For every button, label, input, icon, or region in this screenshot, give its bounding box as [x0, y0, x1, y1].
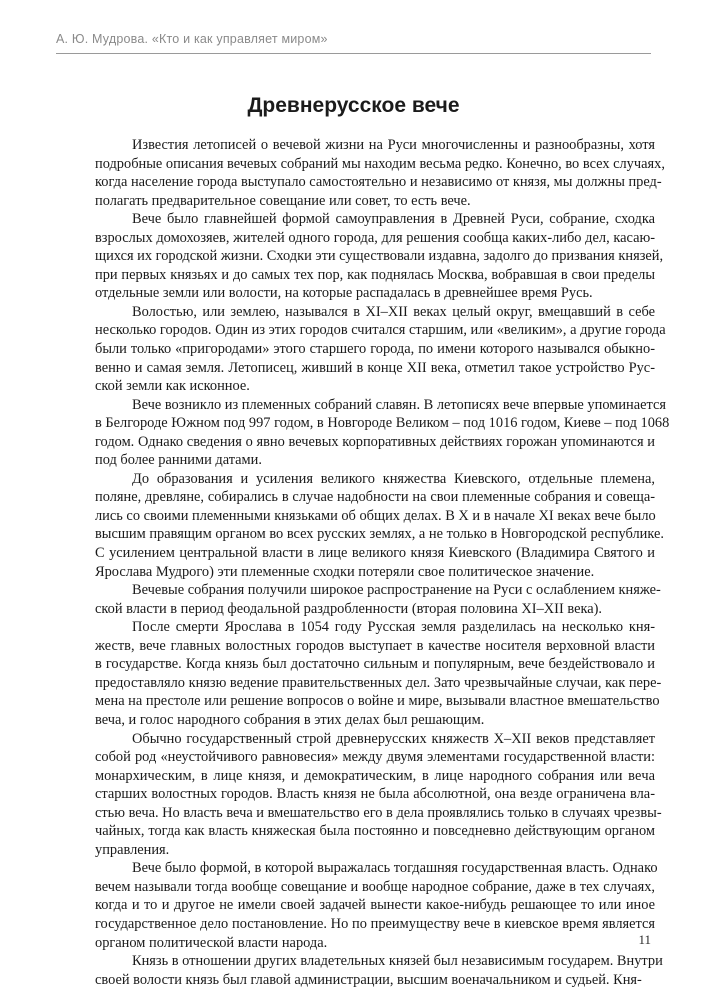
paragraph — [95, 470, 664, 581]
text-line: стью веча. Но власть веча и вмешательство его в дела проявлялись только в случаях чрезвы- — [95, 804, 662, 821]
text-line: ской власти в период феодальной раздробленности (вторая половина XI–XII века). — [95, 600, 603, 617]
header-rule — [56, 53, 651, 54]
text-line: мена на престоле или решение вопросов о войне и мире, вызывали властное вмешательство — [95, 693, 660, 710]
text-line: веча, и голос народного собрания в этих делах был решающим. — [95, 711, 485, 728]
text-line: вечем называли тогда вообще совещание и вообще народное собрание, даже в тех случаях, — [95, 878, 655, 895]
text-line: управления. — [95, 841, 170, 858]
text-line: поляне, древляне, собирались в случае надобности на свои племенные собрания и совеща- — [95, 489, 655, 506]
text-line: когда население города выступало самостоятельно и независимо от князя, мы должны пред- — [95, 174, 662, 191]
text-line: Вече возникло из племенных собраний славян. В летописях вече впервые упоминается — [132, 396, 666, 413]
text-line: под более ранними датами. — [95, 452, 262, 469]
paragraph — [95, 859, 658, 952]
text-line: Вече было формой, в которой выражалась тогдашняя государственная власть. Однако — [132, 860, 658, 877]
body-text — [95, 136, 670, 989]
text-line: жеств, вече главных волостных городов выступает в качестве носителя верховной власти — [95, 637, 655, 654]
text-line: при первых князьях и до самых тех пор, как поднялась Москва, вобравшая в свои пределы — [95, 266, 655, 283]
paragraph — [95, 618, 662, 729]
text-line: в государстве. Когда князь был достаточно сильным и популярным, вече бездействовало и — [95, 656, 655, 673]
text-line: До образования и усиления великого княжества Киевского, отдельные племена, — [132, 470, 655, 487]
text-line: лись со своими племенными князьками об общих делах. В X и в начале XI веках вече было — [95, 507, 656, 524]
text-line: предоставляло князю ведение правительственных дел. Зато чрезвычайные случаи, как пере- — [95, 674, 662, 691]
text-line: подробные описания вечевых собраний мы находим весьма редко. Конечно, во всех случаях, — [95, 155, 665, 172]
paragraph — [95, 396, 670, 470]
paragraph — [95, 581, 661, 618]
text-line: собой род «неустойчивого равновесия» между двумя элементами государственной власти: — [95, 749, 655, 766]
text-line: Обычно государственный строй древнерусских княжеств X–XII веков представляет — [132, 730, 655, 747]
text-line: Вече было главнейшей формой самоуправления в Древней Руси, собрание, сходка — [132, 211, 655, 228]
text-line: ской земли как исконное. — [95, 378, 250, 395]
paragraph — [95, 136, 665, 210]
text-line: отдельные земли или волости, на которые распадалась в древнейшее время Русь. — [95, 285, 593, 302]
chapter-title: Древнерусское вече — [247, 94, 460, 117]
text-line: старших волостных городов. Власть князя не была абсолютной, она везде ограничена вла- — [95, 786, 655, 803]
paragraph — [95, 303, 666, 396]
text-line: полагать предварительное совещание или совет, то есть вече. — [95, 192, 471, 209]
text-line: Князь в отношении других владетельных князей был независимым государем. Внутри — [132, 953, 663, 970]
text-line: государственное дело постановление. Но по преимуществу вече в киевское время является — [95, 915, 655, 932]
text-line: венно и самая земля. Летописец, живший в конце XII века, отметил такое устройство Рус- — [95, 359, 655, 376]
text-line: щихся их городской жизни. Сходки эти существовали издавна, задолго до призвания князей, — [95, 248, 664, 265]
paragraph — [95, 210, 664, 303]
text-line: чайных, тогда как власть княжеская была постоянно и повседневно действующим органом — [95, 823, 655, 840]
text-line: взрослых домохозяев, жителей одного города, для решения сообща каких-либо дел, касаю- — [95, 229, 655, 246]
text-line: Волостью, или землею, назывался в XI–XII веках целый округ, вмещавший в себе — [132, 303, 655, 320]
text-line: Ярослава Мудрого) эти племенные сходки потеряли свое политическое значение. — [95, 563, 595, 580]
running-head: А. Ю. Мудрова. «Кто и как управляет миром» — [56, 32, 328, 46]
text-line: несколько городов. Один из этих городов считался старшим, или «великим», а другие города — [95, 322, 666, 339]
paragraph — [95, 952, 663, 989]
text-line: своей волости князь был главой администрации, высшим военачальником и судьей. Кня- — [95, 971, 642, 988]
text-line: в Белгороде Южном под 997 годом, в Новгороде Великом – под 1016 годом, Киеве – под 1068 — [95, 415, 670, 432]
text-line: высшим правящим органом во всех русских землях, а не только в Новгородской республике. — [95, 526, 664, 543]
text-line: когда и то и другое не имели своей задачей вынести какое-нибудь решающее то или иное — [95, 897, 655, 914]
page-number: 11 — [638, 932, 651, 947]
text-line: годом. Однако сведения о явно вечевых корпоративных действиях горожан упоминаются и — [95, 433, 655, 450]
text-line: Известия летописей о вечевой жизни на Руси многочисленны и разнообразны, хотя — [132, 137, 655, 153]
text-line: были только «пригородами» этого старшего города, по имени которого назывался обыкно- — [95, 341, 655, 358]
text-line: После смерти Ярослава в 1054 году Русская земля разделилась на несколько кня- — [132, 619, 655, 636]
text-line: С усилением центральной власти в лице великого князя Киевского (Владимира Святого и — [95, 545, 655, 562]
text-line: органом политической власти народа. — [95, 934, 328, 951]
text-line: Вечевые собрания получили широкое распространение на Руси с ослаблением княже- — [132, 582, 661, 599]
text-line: монархическим, в лице князя, и демократическим, в лице народного собрания или вeча — [95, 767, 655, 784]
paragraph — [95, 730, 662, 860]
